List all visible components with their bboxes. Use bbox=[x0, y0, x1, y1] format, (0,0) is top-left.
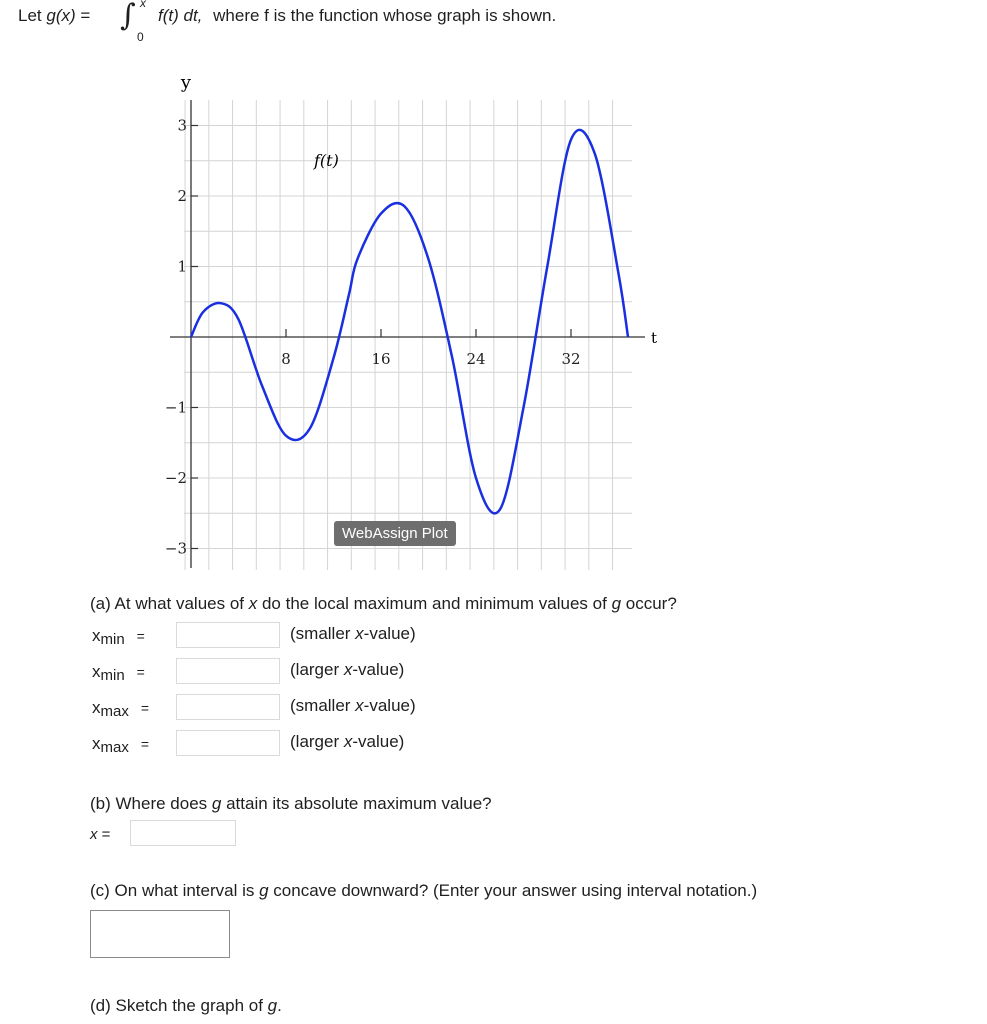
y-tick-label: 3 bbox=[177, 116, 187, 135]
part-b-question bbox=[90, 794, 492, 814]
hint-text-b: -value) bbox=[352, 732, 405, 751]
part-a-question bbox=[90, 594, 677, 614]
row-var: x bbox=[92, 626, 101, 645]
part-a-row-hint bbox=[290, 696, 416, 716]
row-eq: = bbox=[140, 700, 150, 716]
part-a-row-hint bbox=[290, 624, 416, 644]
row-var: x bbox=[92, 698, 101, 717]
y-tick-label: −3 bbox=[164, 539, 187, 558]
x-tick-label: 24 bbox=[466, 350, 486, 368]
part-d-question bbox=[90, 996, 282, 1016]
part-c-var-g: g bbox=[259, 881, 269, 900]
x-axis-label: t bbox=[651, 329, 658, 347]
part-a-row-label bbox=[92, 662, 145, 682]
part-c-text-2: concave downward? (Enter your answer using interval notation.) bbox=[268, 881, 758, 900]
row-sub: max bbox=[100, 703, 129, 720]
part-a-text-1: (a) At what values of bbox=[90, 594, 249, 613]
part-c-question bbox=[90, 881, 757, 901]
part-a-text-2: do the local maximum and minimum values of bbox=[257, 594, 612, 613]
hint-var-x: x bbox=[355, 696, 364, 715]
hint-var-x: x bbox=[343, 660, 353, 679]
webassign-plot-badge[interactable]: WebAssign Plot bbox=[334, 521, 456, 546]
part-a-var-g: g bbox=[611, 594, 622, 613]
hint-text-a: (larger bbox=[290, 732, 344, 751]
x-tick-label: 16 bbox=[371, 350, 391, 368]
part-b-text-1: (b) Where does bbox=[90, 794, 212, 813]
row-eq: = bbox=[140, 736, 150, 752]
y-tick-label: 1 bbox=[177, 257, 187, 276]
axes bbox=[170, 100, 645, 568]
part-a-row-label bbox=[92, 698, 149, 718]
prompt-tail: where f is the function whose graph is shown. bbox=[213, 6, 557, 25]
row-var: x bbox=[92, 662, 101, 681]
x-tick-label: 8 bbox=[281, 350, 291, 368]
prompt-lead: Let bbox=[18, 6, 42, 25]
row-eq: = bbox=[136, 664, 145, 680]
y-tick-label: −2 bbox=[164, 469, 187, 487]
hint-text-a: (smaller bbox=[290, 696, 356, 715]
part-a-row-label bbox=[92, 734, 149, 754]
hint-text-b: -value) bbox=[352, 660, 405, 679]
row-var: x bbox=[92, 734, 101, 753]
integral-sign-icon: ∫ bbox=[120, 0, 136, 33]
y-tick-label: 2 bbox=[177, 187, 187, 205]
part-a-row-hint bbox=[290, 660, 404, 680]
integrand: f(t) dt, bbox=[158, 6, 203, 25]
row-eq: = bbox=[136, 628, 145, 644]
part-a-text-3: occur? bbox=[621, 594, 677, 613]
part-b-eq: = bbox=[101, 826, 111, 843]
y-axis-label: y bbox=[180, 72, 192, 93]
part-b-label bbox=[90, 826, 110, 843]
part-b-text-2: attain its absolute maximum value? bbox=[221, 794, 492, 813]
curve-label: f(t) bbox=[314, 151, 339, 170]
part-a-answer-input[interactable] bbox=[176, 658, 280, 684]
x-tick-label: 32 bbox=[561, 350, 581, 368]
upper-limit: x bbox=[140, 0, 146, 10]
row-sub: min bbox=[100, 631, 125, 648]
row-sub: max bbox=[100, 739, 129, 756]
hint-var-x: x bbox=[343, 732, 353, 751]
part-a-row-label bbox=[92, 626, 145, 646]
concave-down-interval-input[interactable] bbox=[90, 910, 230, 958]
part-a-var-x: x bbox=[248, 594, 258, 613]
part-b-var-g: g bbox=[211, 794, 222, 813]
part-d-text-2: . bbox=[277, 996, 282, 1015]
row-sub: min bbox=[100, 667, 125, 684]
part-d-var-g: g bbox=[267, 996, 278, 1015]
hint-text-b: -value) bbox=[363, 696, 416, 715]
part-b-var: x bbox=[90, 826, 98, 843]
y-tick-label: −1 bbox=[164, 398, 187, 417]
grid-lines bbox=[184, 100, 632, 570]
part-d-text-1: (d) Sketch the graph of bbox=[90, 996, 268, 1015]
part-c-text-1: (c) On what interval is bbox=[90, 881, 260, 900]
hint-text-a: (smaller bbox=[290, 624, 356, 643]
part-a-answer-input[interactable] bbox=[176, 694, 280, 720]
lower-limit: 0 bbox=[137, 30, 144, 44]
hint-text-b: -value) bbox=[363, 624, 416, 643]
hint-var-x: x bbox=[355, 624, 364, 643]
part-a-row-hint bbox=[290, 732, 404, 752]
prompt-g-of-x: g(x) bbox=[46, 6, 76, 25]
abs-max-input[interactable] bbox=[130, 820, 236, 846]
part-a-answer-input[interactable] bbox=[176, 622, 280, 648]
prompt-equals: = bbox=[80, 6, 91, 25]
hint-text-a: (larger bbox=[290, 660, 344, 679]
part-a-answer-input[interactable] bbox=[176, 730, 280, 756]
